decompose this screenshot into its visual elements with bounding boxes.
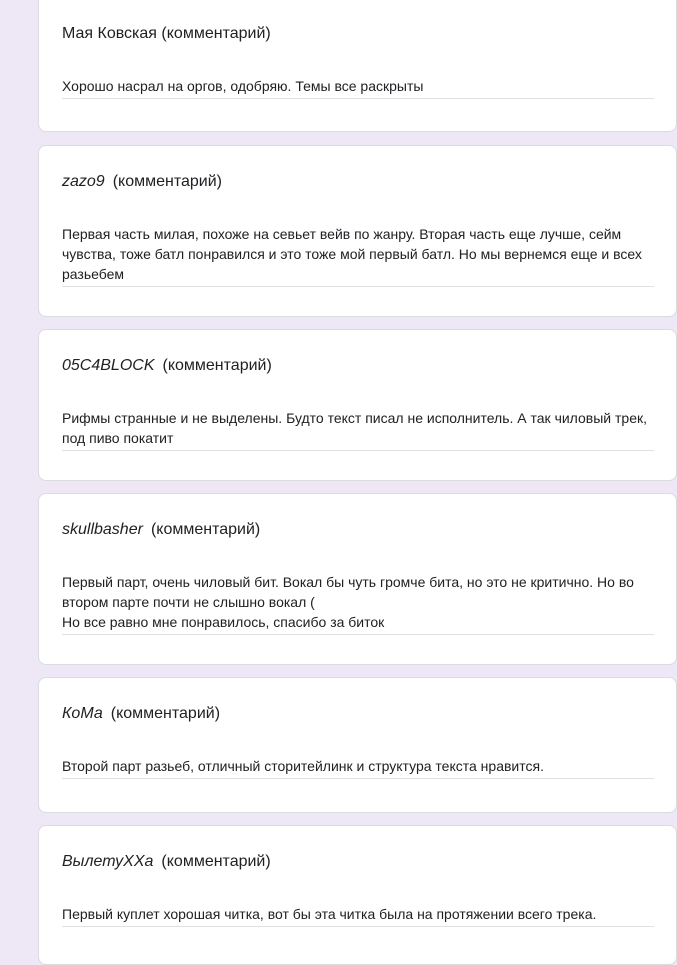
comment-answer[interactable]: Рифмы странные и не выделены. Будто текст писал не исполнитель. А так чиловый трек, под пиво покатит [62,408,654,451]
comment-author: Мая Ковская [62,25,157,42]
comment-title [62,852,271,872]
comment-author: ВылетуХХа [62,853,154,870]
comment-card [38,825,677,965]
comment-card [38,493,677,665]
comment-title [62,704,220,724]
comment-answer[interactable]: Первый парт, очень чиловый бит. Вокал бы чуть громче бита, но это не критично. Но во втором парте почти не слышно вокал ( Но все равно мне понравилось, спасибо за биток [62,572,654,635]
comment-author: skullbasher [62,521,143,538]
comment-suffix: (комментарий) [161,25,271,42]
comment-card [38,677,677,813]
comment-card [38,329,677,481]
comment-answer[interactable]: Хорошо насрал на оргов, одобряю. Темы все раскрыты [62,76,654,99]
comment-title [62,520,260,540]
comment-answer[interactable]: Первая часть милая, похоже на севьет вейв по жанру. Вторая часть еще лучше, сейм чувства, тоже батл понравился и это тоже мой первый батл. Но мы вернемся еще и всех разьебем [62,224,654,287]
comment-suffix: (комментарий) [161,853,271,870]
comment-suffix: (комментарий) [112,173,222,190]
comment-answer[interactable]: Первый куплет хорошая читка, вот бы эта читка была на протяжении всего трека. [62,904,654,927]
comment-suffix: (комментарий) [110,705,221,722]
comment-title [62,172,222,192]
comment-suffix: (комментарий) [162,357,272,374]
comment-title [62,24,271,44]
comment-title [62,356,272,376]
comment-card [38,0,677,132]
comment-card [38,145,677,317]
comment-author: 05C4BLOCK [62,357,155,374]
comment-answer[interactable]: Второй парт разьеб, отличный сторитейлинк и структура текста нравится. [62,756,654,779]
comment-suffix: (комментарий) [150,521,261,538]
comment-author: КоМа [62,705,103,722]
comment-author: zazo9 [62,173,105,190]
